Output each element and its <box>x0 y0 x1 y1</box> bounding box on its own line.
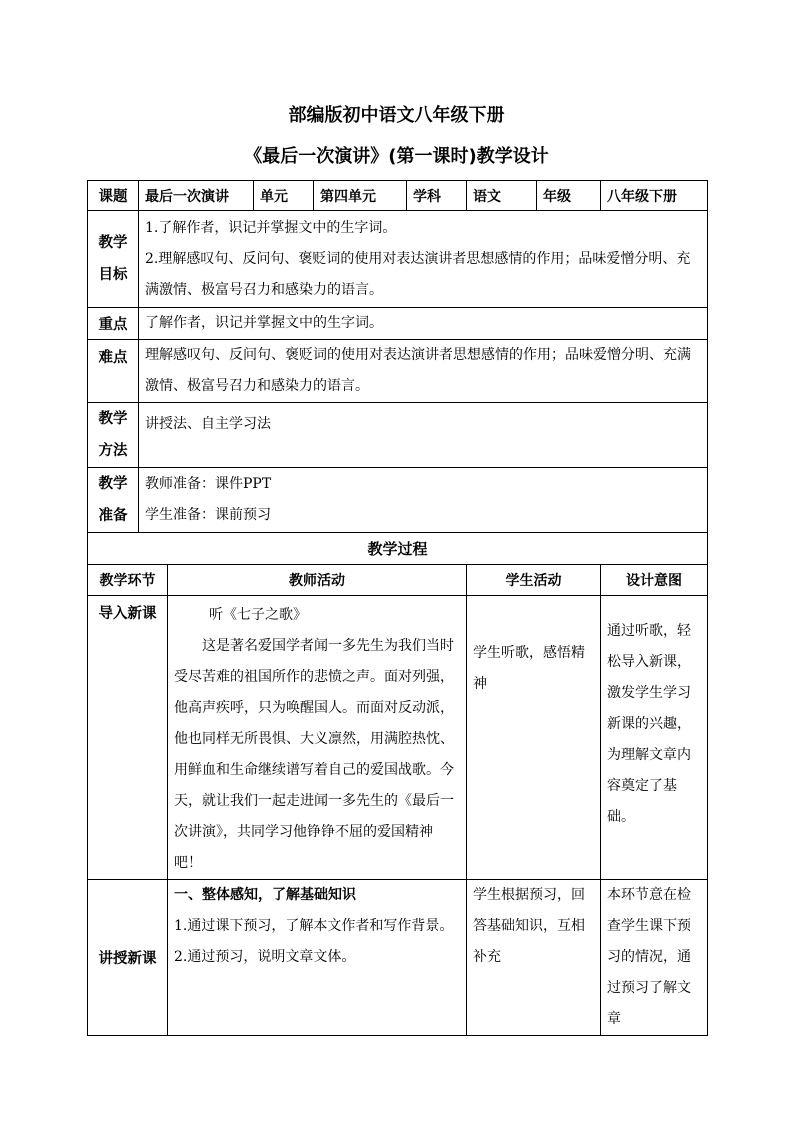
goals-content <box>139 211 708 308</box>
header-design: 设计意图 <box>601 565 708 596</box>
teach-item-1: 1.通过课下预习，了解本文作者和写作背景。 <box>174 918 454 934</box>
teach-stage: 讲授新课 <box>88 880 168 1036</box>
intro-teacher-text: 这是著名爱国学者闻一多先生为我们当时受尽苦难的祖国所作的悲愤之声。面对列强，他高声疾呼，只为唤醒国人。而面对反动派，他也同样无所畏惧、大义凛然，用满腔热忱、用鲜血和生命继续谱写着自己的爱国战歌。今天，就让我们一起走进闻一多先生的《最后一次讲演》，共同学习他铮铮不屈的爱国精神吧！ <box>174 638 454 871</box>
intro-student-activity: 学生听歌，感悟精神 <box>467 596 601 880</box>
goal-item-2: 2.理解感叹句、反问句、褒贬词的使用对表达演讲者思想感情的作用；品味爱憎分明、充满激情、极富号召力和感染力的语言。 <box>145 250 691 298</box>
intro-stage: 导入新课 <box>88 596 168 880</box>
prep-label: 教学 准备 <box>88 468 139 533</box>
teach-design-intent: 本环节意在检查学生课下预习的情况，通过预习了解文章 <box>601 880 708 1036</box>
key-point-row <box>88 308 708 340</box>
lesson-plan-table <box>87 180 708 1036</box>
subject-label: 学科 <box>407 181 467 211</box>
process-header-row <box>88 565 708 596</box>
method-label: 教学 方法 <box>88 403 139 468</box>
process-title-row <box>88 533 708 565</box>
info-row <box>88 181 708 211</box>
subject-value: 语文 <box>467 181 537 211</box>
intro-teacher-activity <box>168 596 467 880</box>
goals-row <box>88 211 708 308</box>
prep-row <box>88 468 708 533</box>
difficulty-row <box>88 340 708 403</box>
difficulty-label: 难点 <box>88 340 139 403</box>
intro-design-intent: 通过听歌，轻松导入新课，激发学生学习新课的兴趣，为理解文章内容奠定了基础。 <box>601 596 708 880</box>
lesson-value: 最后一次演讲 <box>139 181 254 211</box>
prep-content <box>139 468 708 533</box>
key-point-label: 重点 <box>88 308 139 340</box>
process-title: 教学过程 <box>88 533 708 565</box>
intro-row <box>88 596 708 880</box>
goal-item-1: 1.了解作者，识记并掌握文中的生字词。 <box>145 219 397 236</box>
header-teacher: 教师活动 <box>168 565 467 596</box>
difficulty-text: 理解感叹句、反问句、褒贬词的使用对表达演讲者思想感情的作用；品味爱憎分明、充满激情、极富号召力和感染力的语言。 <box>139 340 708 403</box>
unit-value: 第四单元 <box>314 181 407 211</box>
teach-student-activity: 学生根据预习，回答基础知识，互相补充 <box>467 880 601 1036</box>
lesson-label: 课题 <box>88 181 139 211</box>
teach-teacher-activity <box>168 880 467 1036</box>
teach-row <box>88 880 708 1036</box>
teach-item-2: 2.通过预习，说明文章文体。 <box>174 949 356 965</box>
key-point-text: 了解作者，识记并掌握文中的生字词。 <box>139 308 708 340</box>
unit-label: 单元 <box>254 181 314 211</box>
header-stage: 教学环节 <box>88 565 168 596</box>
method-row <box>88 403 708 468</box>
grade-value: 八年级下册 <box>601 181 708 211</box>
document-title: 部编版初中语文八年级下册 <box>288 105 505 126</box>
document-subtitle: 《最后一次演讲》(第一课时)教学设计 <box>244 146 549 167</box>
grade-label: 年级 <box>537 181 601 211</box>
method-text: 讲授法、自主学习法 <box>139 403 708 468</box>
prep-teacher: 教师准备：课件PPT <box>145 476 272 492</box>
header-student: 学生活动 <box>467 565 601 596</box>
teach-section-heading: 一、整体感知，了解基础知识 <box>174 887 356 903</box>
goals-label: 教学 目标 <box>88 211 139 308</box>
intro-listen: 听《七子之歌》 <box>209 607 307 623</box>
prep-student: 学生准备：课前预习 <box>145 507 271 523</box>
